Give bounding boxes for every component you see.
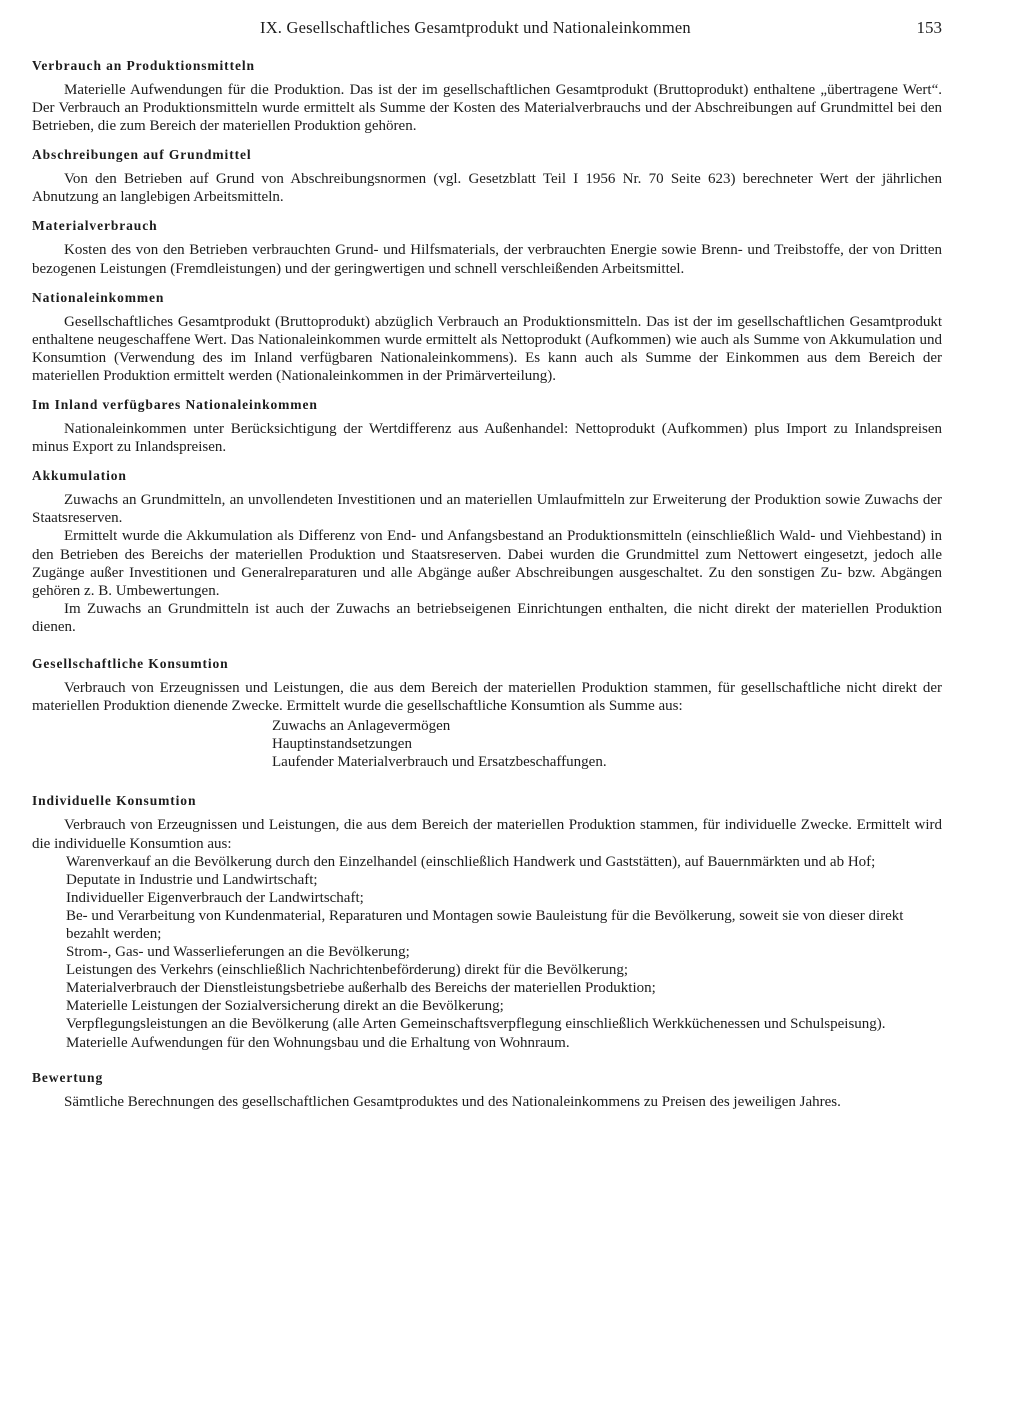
list-item: Deputate in Industrie und Landwirtschaft; [66,871,318,888]
list-item: Zuwachs an Anlagevermögen [272,718,451,735]
page-number: 153 [916,18,942,37]
paragraph: Von den Betrieben auf Grund von Abschreibungsnormen (vgl. Gesetzblatt Teil I 1956 Nr. 70 Seite 623) berechneter Wert der jährlichen Abnutzung an langlebigen Arbeitsmitteln. [32,171,942,206]
section-heading: Im Inland verfügbares Nationaleinkommen [32,397,318,413]
list-item: Materialverbrauch der Dienstleistungsbetriebe außerhalb des Bereichs der materiellen Produktion; [66,980,656,997]
section-heading: Materialverbrauch [32,218,158,234]
list-item: Strom-, Gas- und Wasserlieferungen an die Bevölkerung; [66,944,410,961]
section-individuelle-konsumtion [32,793,942,1051]
section-bewertung [32,1070,942,1111]
list-item: Individueller Eigenverbrauch der Landwirtschaft; [66,889,364,906]
section-heading: Nationaleinkommen [32,289,165,305]
paragraph: Sämtliche Berechnungen des gesellschaftlichen Gesamtproduktes und des Nationaleinkommens zu Preisen des jeweiligen Jahres. [64,1093,841,1110]
individual-consumption-list [32,853,942,1052]
section-heading: Verbrauch an Produktionsmitteln [32,58,255,73]
konsumtion-summary-list [32,717,942,771]
paragraph: Verbrauch von Erzeugnissen und Leistungen, die aus dem Bereich der materiellen Produktion stammen, für individuelle Zwecke. Ermittelt wird die individuelle Konsumtion aus: [32,817,942,852]
running-head [32,18,942,46]
section-gesellschaftliche-konsumtion [32,656,942,771]
paragraph: Gesellschaftliches Gesamtprodukt (Bruttoprodukt) abzüglich Verbrauch an Produktionsmitteln. Das ist der im gesellschaftlichen Gesamtprodukt enthaltene neugeschaffene Wert. Das Nationaleinkommen wurde ermittelt als Nettoprodukt (Aufkommen) wie auch als Summe von Akkumulation und Konsumtion (Verwendung des im Inland verfügbaren Nationaleinkommens). Es kann auch als Summe der Einkommen aus dem Bereich der materiellen Produktion ermittelt werden (Nationaleinkommen in der Primärverteilung). [32,313,942,384]
section-materialverbrauch [32,218,942,277]
section-im-inland-verfuegbares-nationaleinkommen [32,397,942,456]
running-title: IX. Gesellschaftliches Gesamtprodukt und Nationaleinkommen [260,18,691,37]
paragraph: Ermittelt wurde die Akkumulation als Differenz von End- und Anfangsbestand an Produktionsmitteln (einschließlich Wald- und Viehbestand) in den Betrieben des Bereichs der materiellen Produktion und Staatsreserven. Dabei wurden die Grundmittel zum Nettowert eingesetzt, jedoch alle Zugänge außer Investitionen und Generalreparaturen und alle Abgänge außer Abschreibungen ausgeschaltet. Zu den sonstigen Zu- bzw. Abgängen gehören z. B. Umbewertungen. [32,528,942,599]
section-heading: Abschreibungen auf Grundmittel [32,147,252,163]
list-item: Warenverkauf an die Bevölkerung durch den Einzelhandel (einschließlich Handwerk und Gaststätten), auf Bauernmärkten und ab Hof; [66,853,876,870]
section-heading: Bewertung [32,1069,104,1085]
paragraph: Verbrauch von Erzeugnissen und Leistungen, die aus dem Bereich der materiellen Produktion stammen, für gesellschaftliche nicht direkt der materiellen Produktion dienende Zwecke. Ermittelt wurde die gesellschaftliche Konsumtion als Summe aus: [32,679,942,715]
paragraph: Nationaleinkommen unter Berücksichtigung der Wertdifferenz aus Außenhandel: Nettoprodukt (Aufkommen) plus Import zu Inlandspreisen minus Export zu Inlandspreisen. [32,421,942,456]
list-item: Leistungen des Verkehrs (einschließlich Nachrichtenbeförderung) direkt für die Bevölkerung; [66,962,629,979]
paragraph: Kosten des von den Betrieben verbrauchten Grund- und Hilfsmaterials, der verbrauchten Energie sowie Brenn- und Treibstoffe, der von Dritten bezogenen Leistungen (Fremdleistungen) und der geringwertigen und schnell verschleißenden Arbeitsmittel. [32,242,942,277]
paragraph: Materielle Aufwendungen für die Produktion. Das ist der im gesellschaftlichen Gesamtprodukt (Bruttoprodukt) enthaltene „übertragene Wert“. Der Verbrauch an Produktionsmitteln wurde ermittelt als Summe der Kosten des Materialverbrauchs und der Abschreibungen auf Grundmittel bei den Betrieben, die zum Bereich der materiellen Produktion gehören. [32,82,942,135]
list-item: Materielle Aufwendungen für den Wohnungsbau und die Erhaltung von Wohnraum. [66,1034,570,1051]
list-item: Materielle Leistungen der Sozialversicherung direkt an die Bevölkerung; [66,998,504,1015]
section-heading: Individuelle Konsumtion [32,793,197,809]
section-heading: Gesellschaftliche Konsumtion [32,655,229,671]
list-item: Hauptinstandsetzungen [272,736,412,753]
section-abschreibungen-auf-grundmittel [32,147,942,206]
section-nationaleinkommen [32,290,942,385]
section-verbrauch-an-produktionsmitteln [32,58,942,135]
paragraph: Im Zuwachs an Grundmitteln ist auch der Zuwachs an betriebseigenen Einrichtungen enthalten, die nicht direkt der materiellen Produktion dienen. [32,600,942,635]
list-item: Laufender Materialverbrauch und Ersatzbeschaffungen. [272,754,607,771]
section-akkumulation [32,468,942,636]
list-item: Verpflegungsleistungen an die Bevölkerung (alle Arten Gemeinschaftsverpflegung einschließlich Werkküchenessen und Schulspeisung). [66,1016,886,1033]
list-item: Be- und Verarbeitung von Kundenmaterial, Reparaturen und Montagen sowie Bauleistung für die Bevölkerung, soweit sie von dieser direkt bezahlt werden; [66,907,904,942]
paragraph: Zuwachs an Grundmitteln, an unvollendeten Investitionen und an materiellen Umlaufmitteln zur Erweiterung der Produktion sowie Zuwachs der Staatsreserven. [32,492,942,527]
section-heading: Akkumulation [32,468,127,484]
